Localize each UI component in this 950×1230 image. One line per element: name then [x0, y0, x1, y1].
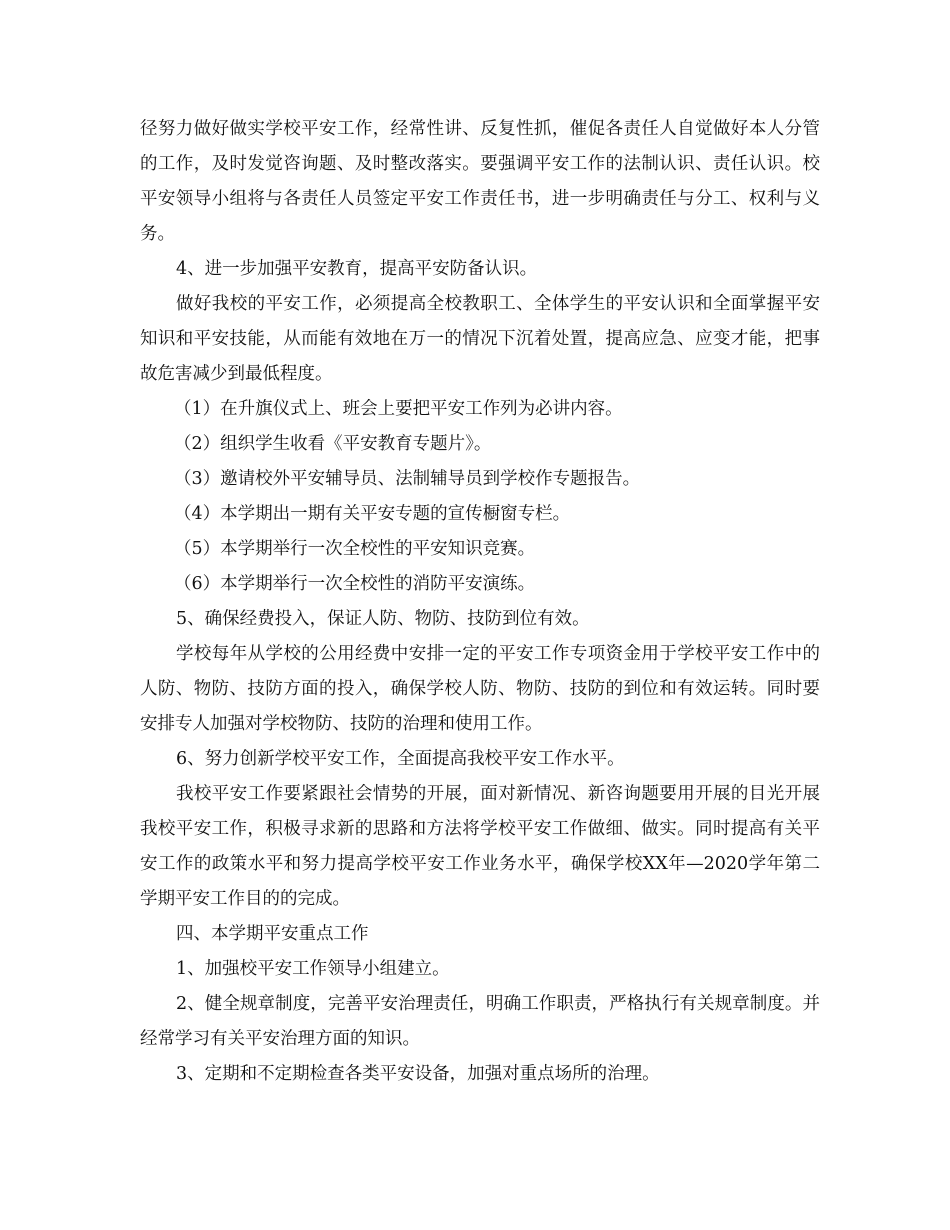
list-item: （5）本学期举行一次全校性的平安知识竞赛。 — [174, 539, 536, 559]
list-item: 2、健全规章制度，完善平安治理责任，明确工作职责，严格执行有关规章制度。并经常学习有关平安治理方面的知识。 — [140, 994, 820, 1049]
section-heading: 4、进一步加强平安教育，提高平安防备认识。 — [176, 259, 538, 279]
list-item: 3、定期和不定期检查各类平安设备，加强对重点场所的治理。 — [176, 1064, 660, 1084]
section-heading: 6、努力创新学校平安工作，全面提高我校平安工作水平。 — [176, 749, 625, 769]
section-heading: 5、确保经费投入，保证人防、物防、技防到位有效。 — [176, 609, 590, 629]
list-item: （3）邀请校外平安辅导员、法制辅导员到学校作专题报告。 — [174, 469, 641, 489]
list-item: （4）本学期出一期有关平安专题的宣传橱窗专栏。 — [174, 504, 571, 524]
paragraph: 学校每年从学校的公用经费中安排一定的平安工作专项资金用于学校平安工作中的人防、物防、技防方面的投入，确保学校人防、物防、技防的到位和有效运转。同时要安排专人加强对学校物防、技防的治理和使用工作。 — [140, 644, 820, 734]
section-heading: 四、本学期平安重点工作 — [176, 924, 369, 944]
list-item: （1）在升旗仪式上、班会上要把平安工作列为必讲内容。 — [174, 399, 623, 419]
paragraph: 做好我校的平安工作，必须提高全校教职工、全体学生的平安认识和全面掌握平安知识和平安技能，从而能有效地在万一的情况下沉着处置，提高应急、应变才能，把事故危害减少到最低程度。 — [140, 294, 820, 384]
paragraph: 径努力做好做实学校平安工作，经常性讲、反复性抓，催促各责任人自觉做好本人分管的工作，及时发觉咨询题、及时整改落实。要强调平安工作的法制认识、责任认识。校平安领导小组将与各责任人员签定平安工作责任书，进一步明确责任与分工、权利与义务。 — [140, 119, 820, 244]
list-item: （6）本学期举行一次全校性的消防平安演练。 — [174, 574, 536, 594]
paragraph: 我校平安工作要紧跟社会情势的开展，面对新情况、新咨询题要用开展的目光开展我校平安工作，积极寻求新的思路和方法将学校平安工作做细、做实。同时提高有关平安工作的政策水平和努力提高学校平安工作业务水平，确保学校XX年—2020学年第二学期平安工作目的的完成。 — [140, 784, 820, 909]
document-body — [140, 112, 820, 1092]
list-item: 1、加强校平安工作领导小组建立。 — [176, 959, 450, 979]
list-item: （2）组织学生收看《平安教育专题片》。 — [174, 434, 492, 454]
